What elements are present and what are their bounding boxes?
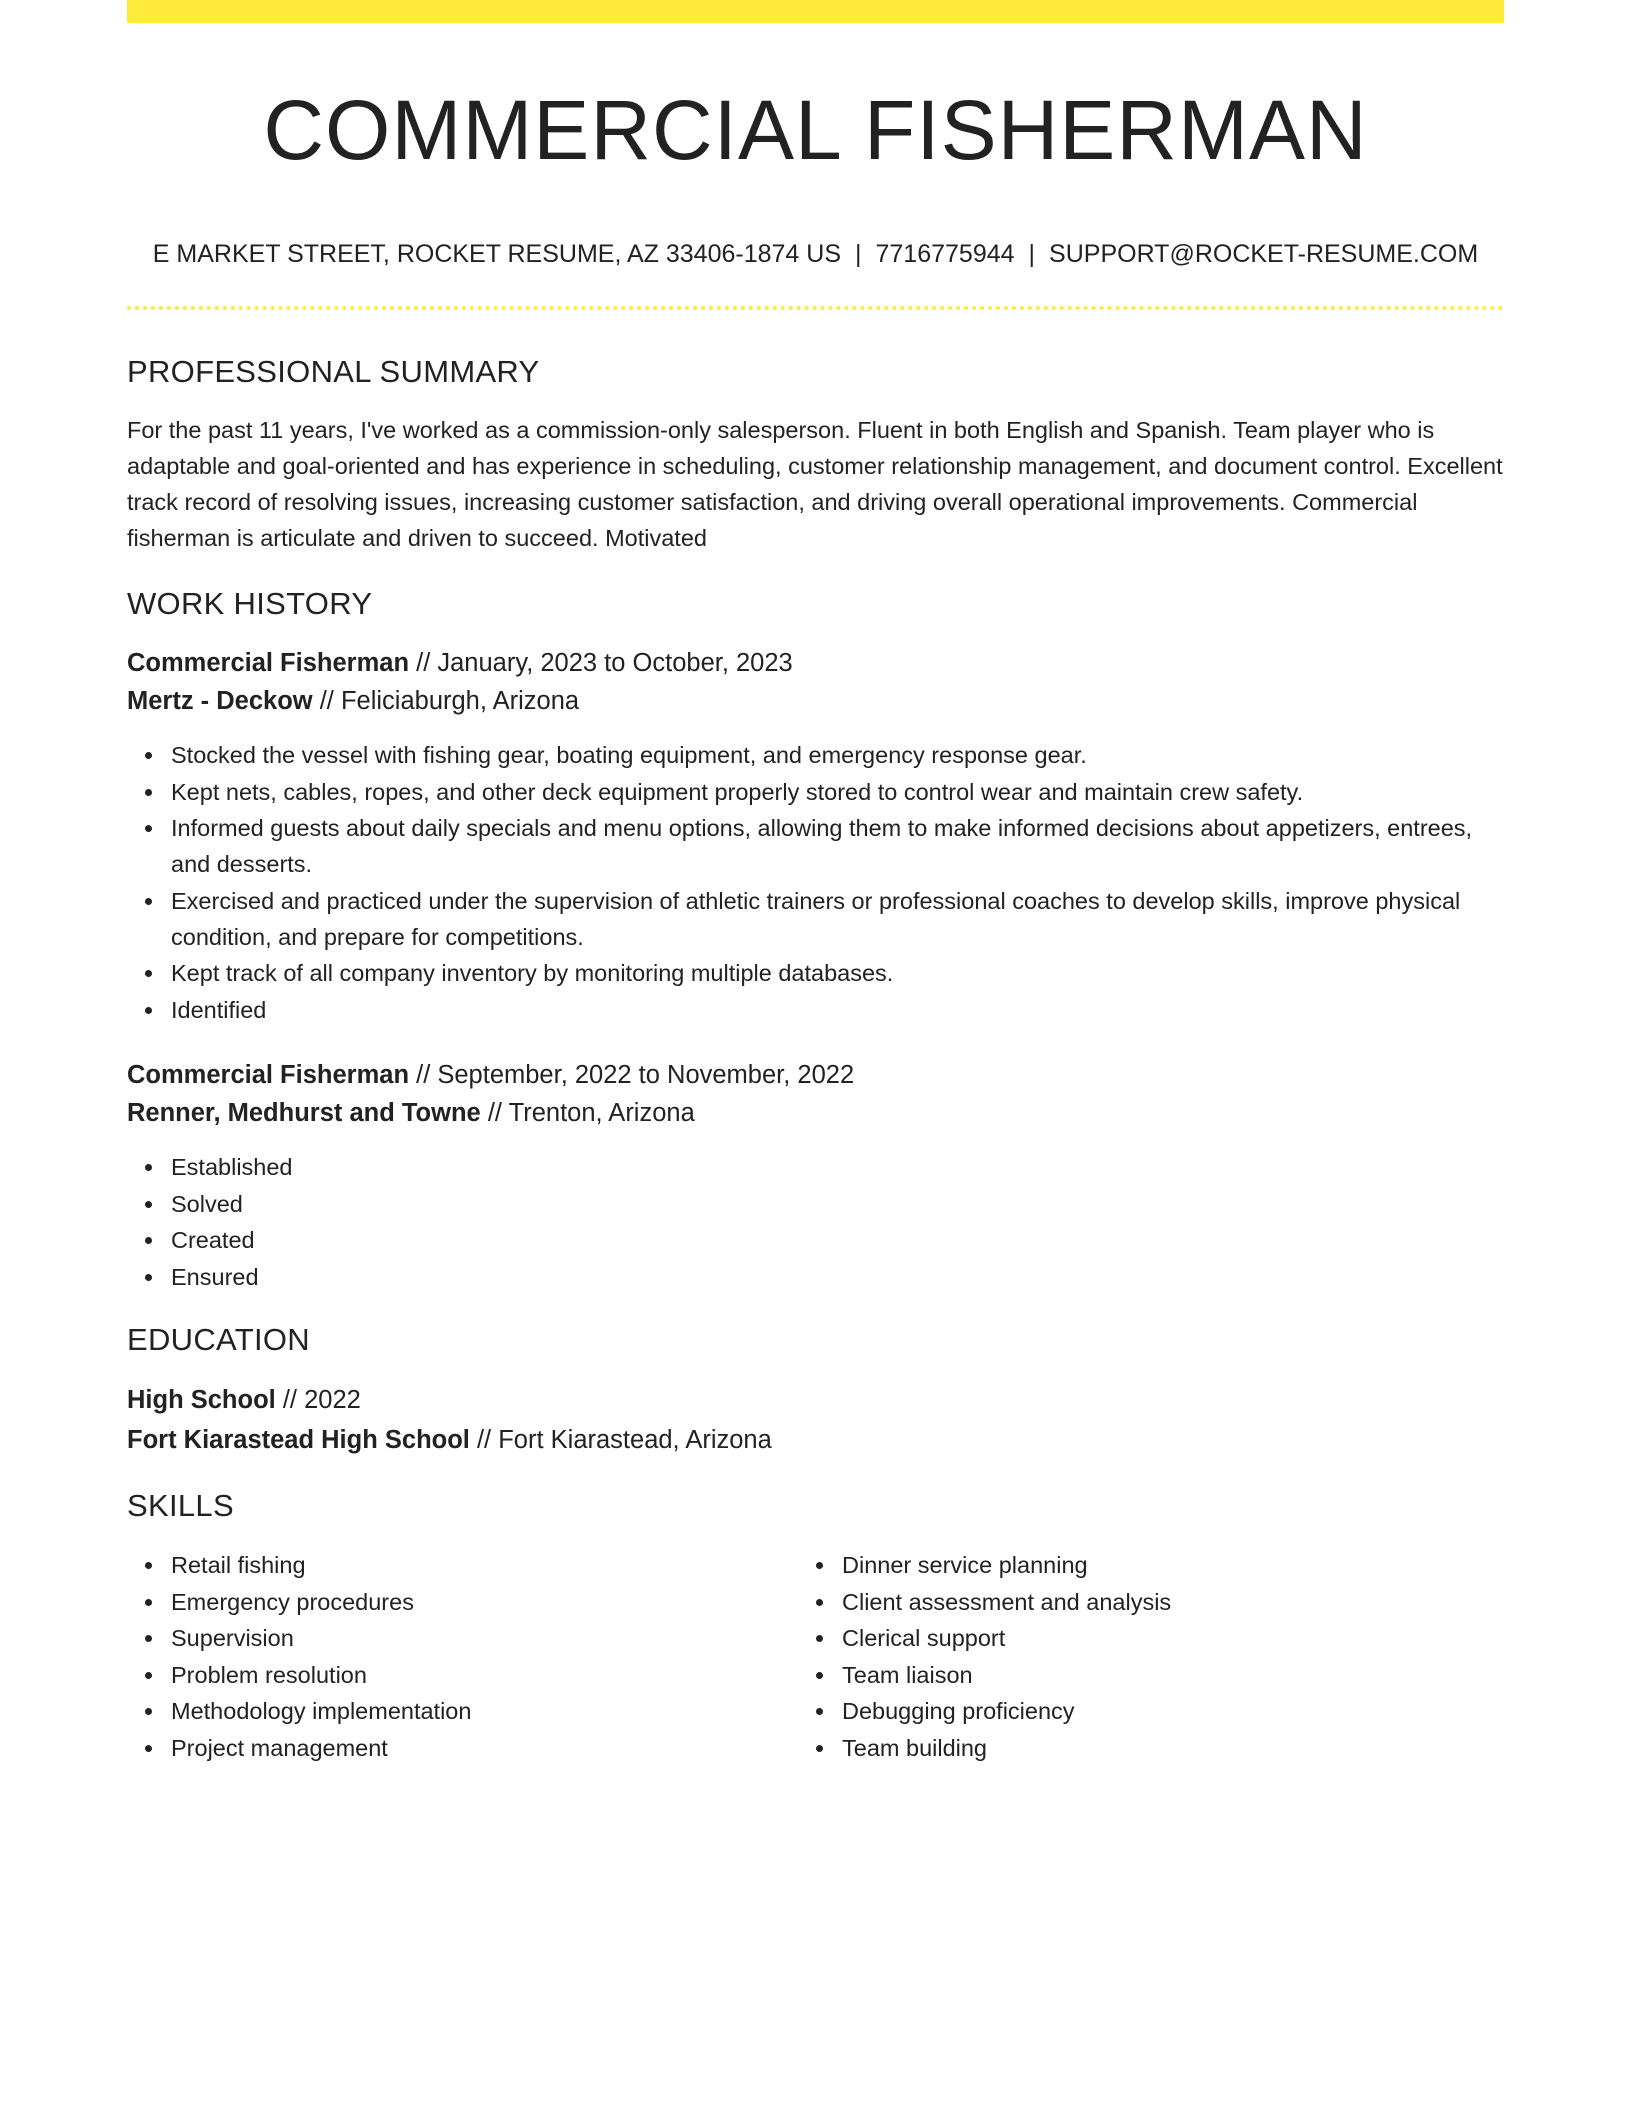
job-bullets	[127, 737, 1504, 1028]
skill-item: Problem resolution	[171, 1657, 801, 1693]
job-role: Commercial Fisherman	[127, 1061, 410, 1089]
skill-item: Supervision	[171, 1620, 801, 1656]
job-location: // Trenton, Arizona	[480, 1099, 695, 1127]
job-location: // Feliciaburgh, Arizona	[312, 687, 580, 715]
list-item: Stocked the vessel with fishing gear, boating equipment, and emergency response gear.	[171, 737, 1504, 773]
skill-item: Emergency procedures	[171, 1584, 801, 1620]
section-title-skills: SKILLS	[127, 1488, 234, 1523]
skill-item: Client assessment and analysis	[842, 1584, 1472, 1620]
skills-list-right	[798, 1547, 1472, 1766]
job-company-line	[127, 682, 579, 720]
job-company: Renner, Medhurst and Towne	[127, 1099, 481, 1127]
list-item: Kept nets, cables, ropes, and other deck equipment properly stored to control wear and maintain crew safety.	[171, 774, 1504, 810]
job-role: Commercial Fisherman	[127, 649, 410, 677]
contact-separator: |	[855, 240, 862, 268]
list-item: Exercised and practiced under the supervision of athletic trainers or professional coaches to develop skills, improve physical condition, and prepare for competitions.	[171, 883, 1504, 955]
job-title-line	[127, 1056, 854, 1094]
job-dates: // January, 2023 to October, 2023	[409, 649, 793, 677]
job-company: Mertz - Deckow	[127, 687, 313, 715]
skill-item: Debugging proficiency	[842, 1693, 1472, 1729]
list-item: Established	[171, 1149, 1504, 1185]
list-item: Identified	[171, 992, 1504, 1028]
skill-item: Dinner service planning	[842, 1547, 1472, 1583]
skill-item: Methodology implementation	[171, 1693, 801, 1729]
skill-item: Retail fishing	[171, 1547, 801, 1583]
contact-line	[127, 236, 1504, 272]
skill-item: Project management	[171, 1730, 801, 1766]
contact-separator: |	[1028, 240, 1036, 268]
list-item: Kept track of all company inventory by monitoring multiple databases.	[171, 955, 1504, 991]
skill-item: Team building	[842, 1730, 1472, 1766]
education-year: // 2022	[275, 1386, 361, 1414]
accent-top-bar	[127, 0, 1504, 23]
list-item: Ensured	[171, 1259, 1504, 1295]
job-title-line	[127, 644, 793, 682]
skills-list-left	[127, 1547, 801, 1766]
job-company-line	[127, 1094, 695, 1132]
contact-address: E MARKET STREET, ROCKET RESUME, AZ 33406-1874 US	[152, 240, 841, 268]
education-school-line	[127, 1421, 772, 1459]
education-degree-line	[127, 1381, 361, 1419]
resume-name: COMMERCIAL FISHERMAN	[263, 83, 1368, 177]
job-dates: // September, 2022 to November, 2022	[409, 1061, 855, 1089]
education-school: Fort Kiarastead High School	[127, 1426, 470, 1454]
dotted-divider	[127, 306, 1504, 310]
education-degree: High School	[127, 1386, 276, 1414]
skill-item: Team liaison	[842, 1657, 1472, 1693]
section-title-education: EDUCATION	[127, 1322, 310, 1357]
job-bullets	[127, 1149, 1504, 1295]
list-item: Informed guests about daily specials and menu options, allowing them to make informed decisions about appetizers, entrees, and desserts.	[171, 810, 1504, 882]
contact-email: SUPPORT@ROCKET-RESUME.COM	[1049, 240, 1479, 268]
education-location: // Fort Kiarastead, Arizona	[469, 1426, 772, 1454]
section-title-summary: PROFESSIONAL SUMMARY	[127, 354, 540, 389]
list-item: Solved	[171, 1186, 1504, 1222]
contact-phone: 7716775944	[875, 240, 1015, 268]
section-title-work-history: WORK HISTORY	[127, 586, 373, 621]
list-item: Created	[171, 1222, 1504, 1258]
skill-item: Clerical support	[842, 1620, 1472, 1656]
summary-text: For the past 11 years, I've worked as a commission-only salesperson. Fluent in both English and Spanish. Team player who is adaptable and goal-oriented and has experience in scheduling, customer relationship management, and document control. Excellent track record of resolving issues, increasing customer satisfaction, and driving overall operational improvements. Commercial fisherman is articulate and driven to succeed. Motivated	[127, 417, 1503, 551]
